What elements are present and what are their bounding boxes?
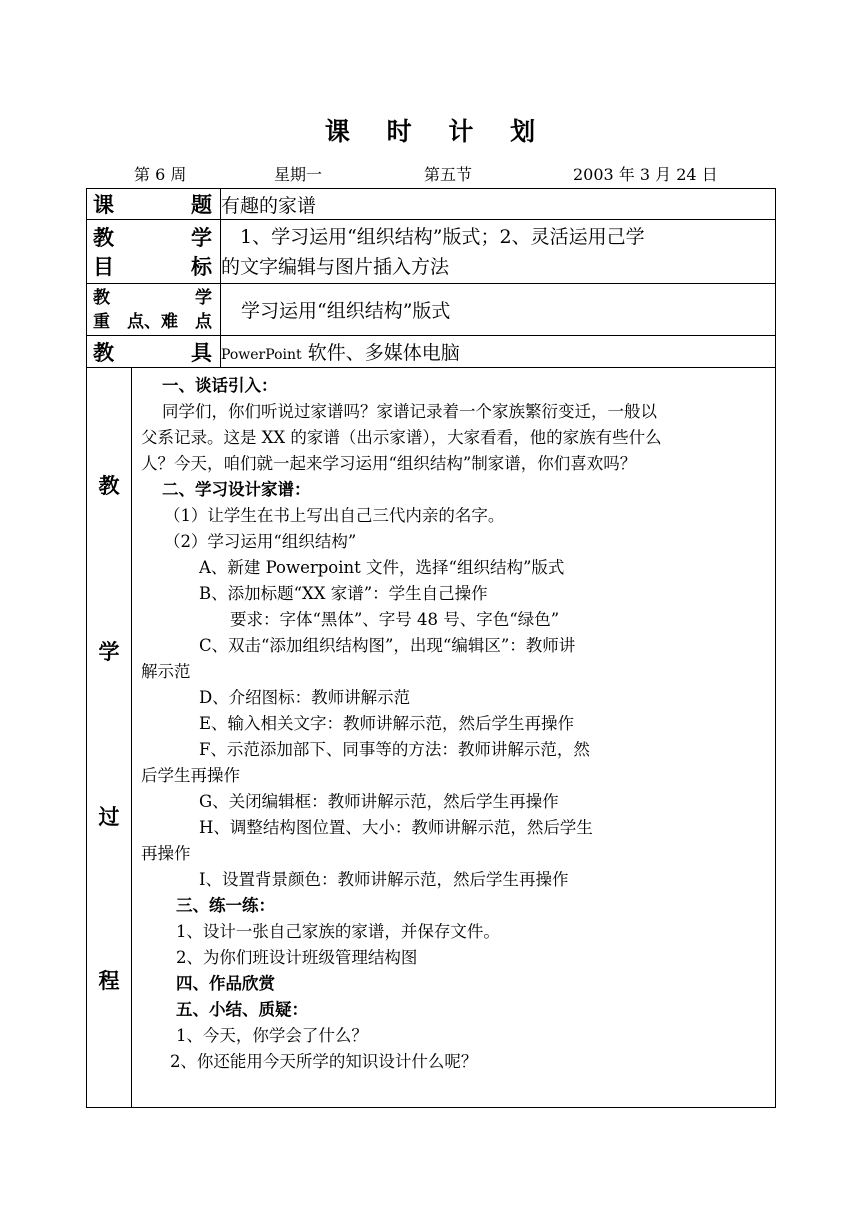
label-char: 点 xyxy=(195,311,212,332)
text-line: 再操作 xyxy=(140,844,191,863)
label-char: 点、难 xyxy=(127,311,178,332)
goal-line: 1、学习运用“组织结构”版式；2、灵活运用己学 xyxy=(221,225,645,248)
process-label xyxy=(87,368,132,1107)
title-char: 课 xyxy=(324,117,350,146)
label-char: 教 xyxy=(98,473,120,498)
text-line: E、输入相关文字：教师讲解示范，然后学生再操作 xyxy=(198,714,574,733)
label-char: 标 xyxy=(191,253,212,279)
text-line: A、新建 Powerpoint 文件，选择“组织结构”版式 xyxy=(198,558,565,577)
text-line: 父系记录。这是 XX 的家谱（出示家谱），大家看看，他的家族有些什么 xyxy=(140,428,662,447)
process-row xyxy=(87,368,776,1108)
text-line: 2、你还能用今天所学的知识设计什么呢？ xyxy=(169,1052,478,1071)
section-heading: 五、小结、质疑： xyxy=(175,1000,308,1019)
title-char: 划 xyxy=(510,117,536,146)
text-line: 后学生再操作 xyxy=(140,766,240,785)
label-char: 课 xyxy=(93,192,114,217)
key-value: 学习运用“组织结构”版式 xyxy=(221,284,776,336)
label-char: 学 xyxy=(191,224,212,250)
label-char: 具 xyxy=(191,339,212,365)
title-char: 时 xyxy=(386,117,412,146)
topic-row xyxy=(87,189,776,220)
lesson-plan-table xyxy=(86,188,776,1108)
text-line: B、添加标题“XX 家谱”：学生自己操作 xyxy=(198,584,488,603)
label-char: 程 xyxy=(98,968,120,993)
page-title xyxy=(0,112,860,148)
tools-label xyxy=(87,336,221,368)
label-char: 题 xyxy=(191,192,212,217)
text-line: 1、今天，你学会了什么？ xyxy=(175,1026,368,1045)
text-line: （1）让学生在书上写出自己三代内亲的名字。 xyxy=(163,506,505,525)
text-line: C、双击“添加组织结构图”，出现“编辑区”：教师讲 xyxy=(198,636,576,655)
text-line: F、示范添加部下、同事等的方法：教师讲解示范，然 xyxy=(198,740,590,759)
label-char: 学 xyxy=(98,639,120,664)
label-char: 教 xyxy=(93,339,114,365)
text-line: G、关闭编辑框：教师讲解示范，然后学生再操作 xyxy=(198,792,559,811)
week: 第 6 周 xyxy=(134,165,187,184)
label-char: 目 xyxy=(93,253,114,279)
goal-line: 的文字编辑与图片插入方法 xyxy=(221,255,450,278)
tools-software: PowerPoint xyxy=(221,347,302,363)
date: 2003 年 3 月 24 日 xyxy=(573,165,718,184)
text-line: 1、设计一张自己家族的家谱，并保存文件。 xyxy=(175,922,500,941)
section-heading: 四、作品欣赏 xyxy=(175,974,275,993)
text-line: H、调整结构图位置、大小：教师讲解示范，然后学生 xyxy=(198,818,593,837)
weekday: 星期一 xyxy=(274,165,323,184)
key-row xyxy=(87,284,776,336)
text-line: 解示范 xyxy=(140,662,191,681)
goal-row xyxy=(87,220,776,284)
label-char: 教 xyxy=(93,287,110,308)
text-line: 人？今天，咱们就一起来学习运用“组织结构”制家谱，你们喜欢吗？ xyxy=(140,454,637,473)
text-line: （2）学习运用“组织结构” xyxy=(163,532,357,551)
key-label xyxy=(87,284,221,336)
text-line: 同学们，你们听说过家谱吗？家谱记录着一个家族繁衍变迁，一般以 xyxy=(161,402,657,421)
label-char: 学 xyxy=(195,287,212,308)
tools-rest: 软件、多媒体电脑 xyxy=(301,342,460,364)
tools-row xyxy=(87,336,776,368)
text-line: 2、为你们班设计班级管理结构图 xyxy=(175,948,418,967)
title-char: 计 xyxy=(448,117,474,146)
text-line: D、介绍图标：教师讲解示范 xyxy=(198,688,411,707)
label-char: 重 xyxy=(93,311,110,332)
section-heading: 二、学习设计家谱： xyxy=(161,480,311,499)
section-heading: 三、练一练： xyxy=(175,896,275,915)
process-label-cell xyxy=(87,368,776,1108)
label-char: 教 xyxy=(93,224,114,250)
topic-value: 有趣的家谱 xyxy=(221,189,776,220)
period: 第五节 xyxy=(424,165,473,184)
goal-label xyxy=(87,220,221,284)
text-line: 要求：字体“黑体”、字号 48 号、字色“绿色” xyxy=(229,610,560,629)
process-content xyxy=(132,368,775,1107)
tools-value xyxy=(221,336,776,368)
section-heading: 一、谈话引入： xyxy=(161,376,278,395)
topic-label xyxy=(87,189,221,220)
label-char: 过 xyxy=(98,804,120,829)
goal-value xyxy=(221,220,776,284)
text-line: I、设置背景颜色：教师讲解示范，然后学生再操作 xyxy=(198,870,569,889)
